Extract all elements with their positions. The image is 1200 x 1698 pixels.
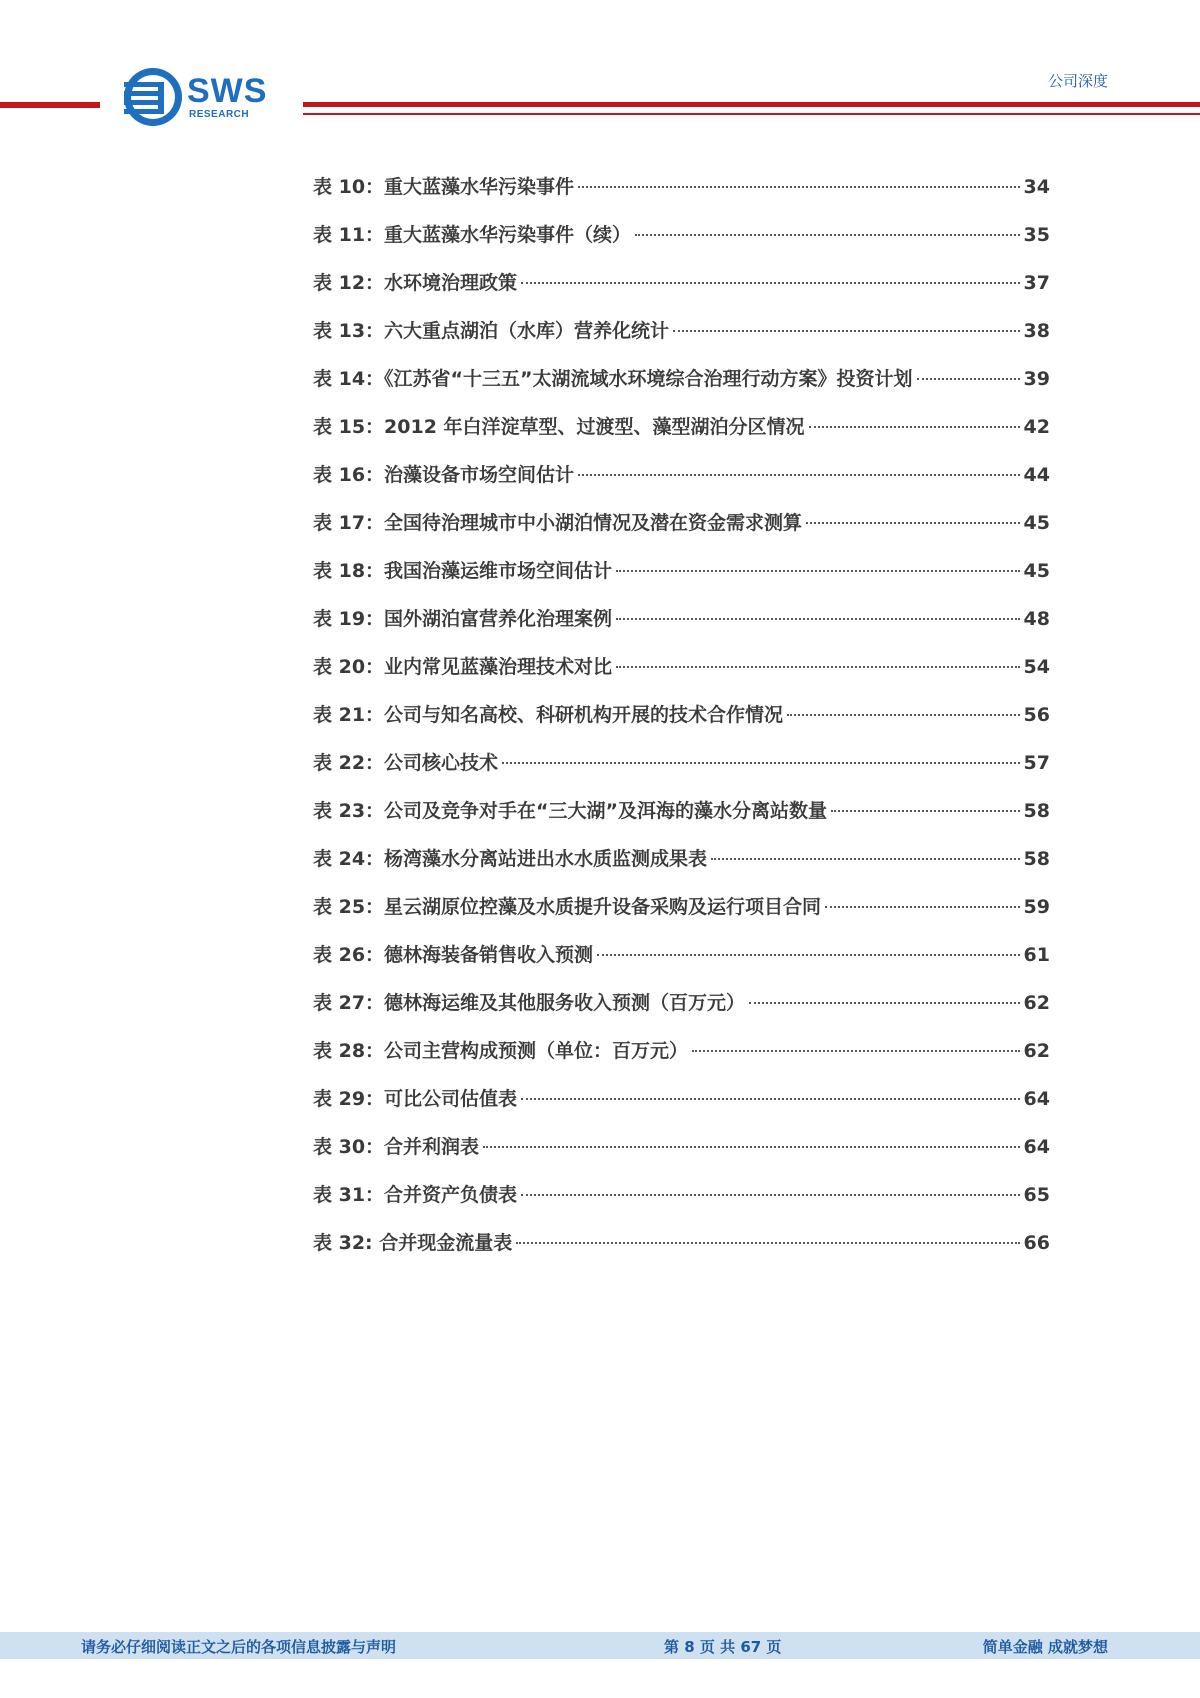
toc-item[interactable] — [313, 556, 1050, 604]
toc-leader-dots — [749, 1002, 1019, 1004]
toc-leader-dots — [578, 474, 1019, 476]
toc-leader-dots — [483, 1146, 1019, 1148]
toc-item[interactable] — [313, 700, 1050, 748]
toc-item-label: 表 21：公司与知名高校、科研机构开展的技术合作情况 — [313, 704, 784, 726]
sws-logo — [122, 66, 282, 132]
toc-leader-dots — [578, 186, 1019, 188]
toc-item-label: 表 20：业内常见蓝藻治理技术对比 — [313, 656, 613, 678]
toc-item-label: 表 22：公司核心技术 — [313, 752, 499, 774]
toc-item-page: 61 — [1023, 944, 1050, 966]
toc-item-page: 57 — [1023, 752, 1050, 774]
toc-item-page: 37 — [1023, 272, 1050, 294]
toc-item[interactable] — [313, 892, 1050, 940]
toc-leader-dots — [616, 666, 1019, 668]
toc-item-label: 表 27：德林海运维及其他服务收入预测（百万元） — [313, 992, 746, 1014]
toc-item[interactable] — [313, 268, 1050, 316]
toc-leader-dots — [809, 426, 1020, 428]
toc-item[interactable] — [313, 748, 1050, 796]
toc-item-page: 35 — [1023, 224, 1050, 246]
toc-item[interactable] — [313, 796, 1050, 844]
footer-slogan: 简单金融 成就梦想 — [982, 1638, 1108, 1656]
toc-item-page: 62 — [1023, 1040, 1050, 1062]
sws-globe-icon — [122, 66, 184, 128]
table-of-contents — [313, 172, 1050, 1276]
toc-item[interactable] — [313, 844, 1050, 892]
toc-item[interactable] — [313, 1132, 1050, 1180]
toc-item-label: 表 15：2012 年白洋淀草型、过渡型、藻型湖泊分区情况 — [313, 416, 805, 438]
toc-item-page: 44 — [1023, 464, 1050, 486]
logo-text: SWS — [187, 72, 268, 110]
toc-item-page: 56 — [1023, 704, 1050, 726]
toc-item[interactable] — [313, 220, 1050, 268]
footer-page-info: 第 8 页 共 67 页 — [664, 1638, 782, 1656]
toc-item-page: 58 — [1023, 800, 1050, 822]
toc-item-label: 表 13：六大重点湖泊（水库）营养化统计 — [313, 320, 670, 342]
toc-leader-dots — [711, 858, 1019, 860]
toc-item-page: 59 — [1023, 896, 1050, 918]
toc-item-page: 66 — [1023, 1232, 1050, 1254]
toc-leader-dots — [521, 1194, 1019, 1196]
toc-leader-dots — [635, 234, 1019, 236]
toc-leader-dots — [502, 762, 1019, 764]
toc-leader-dots — [787, 714, 1019, 716]
toc-leader-dots — [831, 810, 1020, 812]
toc-item-label: 表 16：治藻设备市场空间估计 — [313, 464, 575, 486]
toc-item[interactable] — [313, 1036, 1050, 1084]
toc-item-page: 62 — [1023, 992, 1050, 1014]
toc-item-page: 39 — [1023, 368, 1050, 390]
toc-leader-dots — [516, 1242, 1019, 1244]
toc-item-page: 45 — [1023, 512, 1050, 534]
toc-item-page: 64 — [1023, 1088, 1050, 1110]
toc-item-label: 表 24：杨湾藻水分离站进出水水质监测成果表 — [313, 848, 708, 870]
toc-item-label: 表 11：重大蓝藻水华污染事件（续） — [313, 224, 632, 246]
header-rule-right — [303, 102, 1200, 115]
toc-item[interactable] — [313, 172, 1050, 220]
toc-item-page: 58 — [1023, 848, 1050, 870]
toc-item[interactable] — [313, 940, 1050, 988]
toc-item[interactable] — [313, 412, 1050, 460]
toc-item[interactable] — [313, 364, 1050, 412]
toc-leader-dots — [597, 954, 1019, 956]
document-type: 公司深度 — [1047, 72, 1108, 90]
toc-leader-dots — [616, 618, 1019, 620]
toc-item-label: 表 12：水环境治理政策 — [313, 272, 518, 294]
toc-item[interactable] — [313, 988, 1050, 1036]
toc-item[interactable] — [313, 1180, 1050, 1228]
toc-item-label: 表 23：公司及竞争对手在“三大湖”及洱海的藻水分离站数量 — [313, 800, 828, 822]
toc-item-label: 表 32: 合并现金流量表 — [313, 1232, 513, 1254]
toc-item-page: 45 — [1023, 560, 1050, 582]
toc-leader-dots — [806, 522, 1019, 524]
toc-item-label: 表 28：公司主营构成预测（单位：百万元） — [313, 1040, 689, 1062]
toc-leader-dots — [673, 330, 1019, 332]
toc-item-label: 表 29：可比公司估值表 — [313, 1088, 518, 1110]
toc-item[interactable] — [313, 604, 1050, 652]
logo-subtext: RESEARCH — [189, 109, 250, 120]
toc-item-page: 34 — [1023, 176, 1050, 198]
toc-leader-dots — [692, 1050, 1019, 1052]
toc-item-label: 表 10：重大蓝藻水华污染事件 — [313, 176, 575, 198]
toc-item-label: 表 25：星云湖原位控藻及水质提升设备采购及运行项目合同 — [313, 896, 822, 918]
toc-item-page: 38 — [1023, 320, 1050, 342]
toc-leader-dots — [521, 1098, 1019, 1100]
toc-item-page: 54 — [1023, 656, 1050, 678]
toc-item-label: 表 14：《江苏省“十三五”太湖流域水环境综合治理行动方案》投资计划 — [313, 368, 913, 390]
toc-leader-dots — [825, 906, 1019, 908]
header-rule-left — [0, 102, 100, 108]
toc-item-page: 48 — [1023, 608, 1050, 630]
toc-item-page: 64 — [1023, 1136, 1050, 1158]
toc-leader-dots — [917, 378, 1020, 380]
toc-item[interactable] — [313, 1228, 1050, 1276]
toc-item-label: 表 18：我国治藻运维市场空间估计 — [313, 560, 613, 582]
toc-item[interactable] — [313, 508, 1050, 556]
toc-item-label: 表 26：德林海装备销售收入预测 — [313, 944, 594, 966]
toc-item-label: 表 31：合并资产负债表 — [313, 1184, 518, 1206]
toc-leader-dots — [521, 282, 1019, 284]
page-footer — [0, 1632, 1200, 1659]
toc-item[interactable] — [313, 1084, 1050, 1132]
toc-item[interactable] — [313, 652, 1050, 700]
toc-item-label: 表 30：合并利润表 — [313, 1136, 480, 1158]
toc-item-label: 表 19：国外湖泊富营养化治理案例 — [313, 608, 613, 630]
toc-leader-dots — [616, 570, 1019, 572]
toc-item[interactable] — [313, 316, 1050, 364]
toc-item[interactable] — [313, 460, 1050, 508]
toc-item-label: 表 17：全国待治理城市中小湖泊情况及潜在资金需求测算 — [313, 512, 803, 534]
toc-item-page: 42 — [1023, 416, 1050, 438]
footer-disclaimer: 请务必仔细阅读正文之后的各项信息披露与声明 — [81, 1638, 397, 1656]
toc-item-page: 65 — [1023, 1184, 1050, 1206]
